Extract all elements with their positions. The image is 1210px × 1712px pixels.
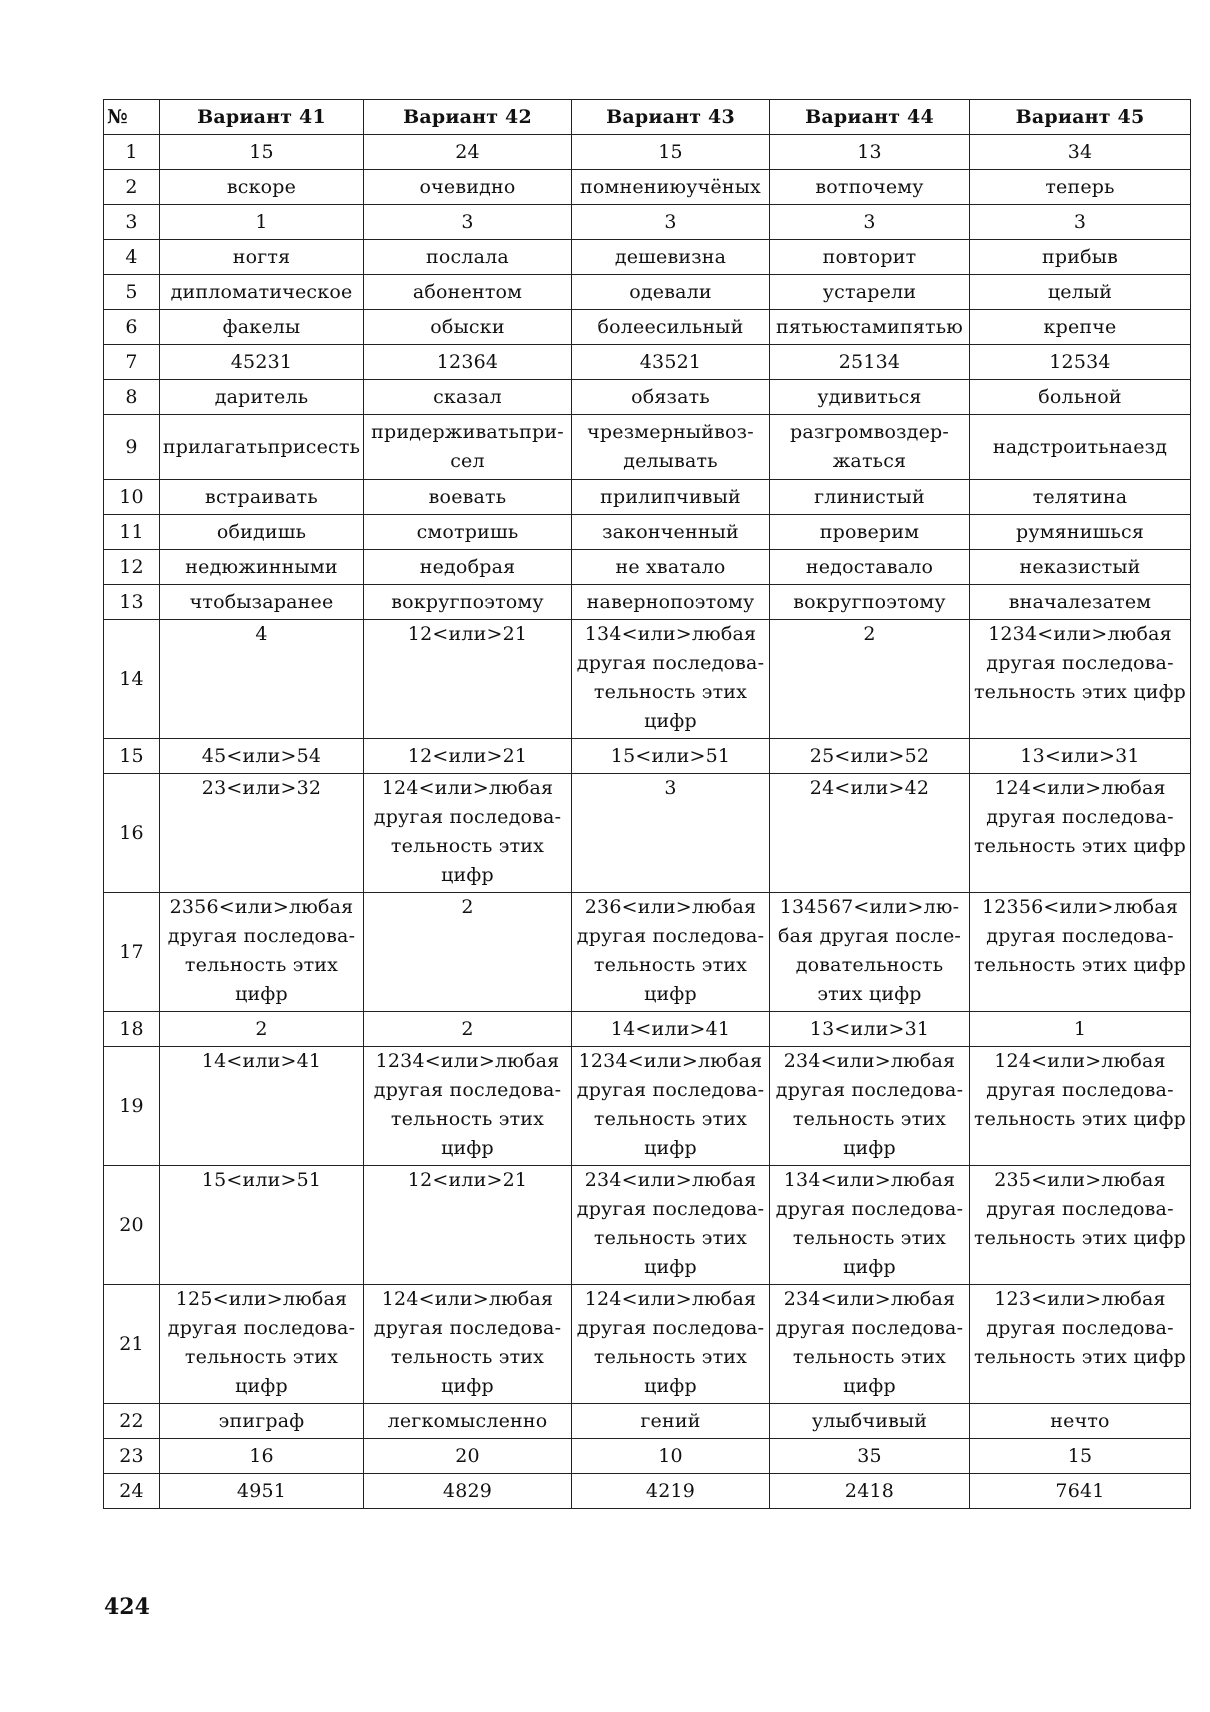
table-row (104, 550, 1191, 585)
answer-cell-variant-45: 15 (970, 1439, 1191, 1474)
row-number: 14 (104, 620, 160, 739)
answer-cell-variant-45: 12356<или>любая другая последова-тельность этих цифр (970, 893, 1191, 1012)
answer-cell-variant-44: разгромвоздер-жаться (770, 415, 970, 480)
answer-cell-variant-42: 124<или>любая другая последова-тельность этих цифр (364, 1285, 572, 1404)
answer-cell-variant-44: 234<или>любая другая последова-тельность этих цифр (770, 1047, 970, 1166)
column-header-number: № (104, 100, 160, 135)
answer-cell-variant-45: 124<или>любая другая последова-тельность этих цифр (970, 774, 1191, 893)
answer-cell-variant-42: 3 (364, 205, 572, 240)
answer-cell-variant-42: 4829 (364, 1474, 572, 1509)
row-number: 24 (104, 1474, 160, 1509)
answer-cell-variant-41: 4 (160, 620, 364, 739)
answer-table (103, 99, 1191, 1509)
answer-cell-variant-45: 1234<или>любая другая последова-тельность этих цифр (970, 620, 1191, 739)
answer-cell-variant-41: 15 (160, 135, 364, 170)
answer-cell-variant-45: 235<или>любая другая последова-тельность этих цифр (970, 1166, 1191, 1285)
answer-cell-variant-45: вначалезатем (970, 585, 1191, 620)
table-row (104, 345, 1191, 380)
answer-cell-variant-42: недобрая (364, 550, 572, 585)
row-number: 15 (104, 739, 160, 774)
answer-cell-variant-43: 43521 (572, 345, 770, 380)
table-row (104, 1474, 1191, 1509)
answer-cell-variant-42: вокругпоэтому (364, 585, 572, 620)
row-number: 11 (104, 515, 160, 550)
answer-cell-variant-44: 2418 (770, 1474, 970, 1509)
answer-cell-variant-41: 2356<или>любая другая последова-тельность этих цифр (160, 893, 364, 1012)
row-number: 4 (104, 240, 160, 275)
answer-cell-variant-45: 12534 (970, 345, 1191, 380)
answer-cell-variant-41: 15<или>51 (160, 1166, 364, 1285)
table-row (104, 1439, 1191, 1474)
answer-cell-variant-44: пятьюстамипятью (770, 310, 970, 345)
answer-cell-variant-42: 2 (364, 893, 572, 1012)
table-row (104, 585, 1191, 620)
answer-cell-variant-42: 20 (364, 1439, 572, 1474)
answer-cell-variant-42: сказал (364, 380, 572, 415)
answer-cell-variant-41: 4951 (160, 1474, 364, 1509)
table-row (104, 515, 1191, 550)
column-header-variant-42: Вариант 42 (364, 100, 572, 135)
answer-cell-variant-44: 3 (770, 205, 970, 240)
table-row (104, 1047, 1191, 1166)
answer-cell-variant-43: одевали (572, 275, 770, 310)
row-number: 16 (104, 774, 160, 893)
row-number: 23 (104, 1439, 160, 1474)
row-number: 12 (104, 550, 160, 585)
answer-cell-variant-43: 14<или>41 (572, 1012, 770, 1047)
answer-cell-variant-44: 13<или>31 (770, 1012, 970, 1047)
table-row (104, 739, 1191, 774)
answer-cell-variant-44: устарели (770, 275, 970, 310)
column-header-variant-43: Вариант 43 (572, 100, 770, 135)
answer-cell-variant-43: чрезмерныйвоз-делывать (572, 415, 770, 480)
table-row (104, 480, 1191, 515)
row-number: 19 (104, 1047, 160, 1166)
table-row (104, 205, 1191, 240)
row-number: 13 (104, 585, 160, 620)
answer-cell-variant-41: прилагатьприсесть (160, 415, 364, 480)
answer-cell-variant-43: законченный (572, 515, 770, 550)
answer-cell-variant-44: 2 (770, 620, 970, 739)
answer-cell-variant-44: недоставало (770, 550, 970, 585)
answer-cell-variant-43: 1234<или>любая другая последова-тельность этих цифр (572, 1047, 770, 1166)
row-number: 1 (104, 135, 160, 170)
column-header-variant-45: Вариант 45 (970, 100, 1191, 135)
answer-cell-variant-44: 25<или>52 (770, 739, 970, 774)
table-row (104, 135, 1191, 170)
answer-cell-variant-42: 24 (364, 135, 572, 170)
answer-cell-variant-42: обыски (364, 310, 572, 345)
answer-cell-variant-44: улыбчивый (770, 1404, 970, 1439)
answer-cell-variant-43: прилипчивый (572, 480, 770, 515)
answer-cell-variant-43: болеесильный (572, 310, 770, 345)
answer-cell-variant-44: глинистый (770, 480, 970, 515)
answer-cell-variant-42: 1234<или>любая другая последова-тельность этих цифр (364, 1047, 572, 1166)
row-number: 2 (104, 170, 160, 205)
answer-cell-variant-41: недюжинными (160, 550, 364, 585)
answer-cell-variant-44: 13 (770, 135, 970, 170)
answer-cell-variant-42: 12<или>21 (364, 739, 572, 774)
answer-cell-variant-43: не хватало (572, 550, 770, 585)
row-number: 17 (104, 893, 160, 1012)
row-number: 6 (104, 310, 160, 345)
answer-cell-variant-45: 123<или>любая другая последова-тельность этих цифр (970, 1285, 1191, 1404)
answer-cell-variant-44: удивиться (770, 380, 970, 415)
table-body (104, 135, 1191, 1509)
answer-cell-variant-41: обидишь (160, 515, 364, 550)
page-number: 424 (104, 1594, 150, 1620)
answer-cell-variant-42: 12<или>21 (364, 620, 572, 739)
answer-cell-variant-43: 3 (572, 205, 770, 240)
answer-cell-variant-42: легкомысленно (364, 1404, 572, 1439)
answer-cell-variant-43: обязать (572, 380, 770, 415)
column-header-variant-44: Вариант 44 (770, 100, 970, 135)
row-number: 7 (104, 345, 160, 380)
row-number: 9 (104, 415, 160, 480)
answer-cell-variant-44: 134<или>любая другая последова-тельность этих цифр (770, 1166, 970, 1285)
row-number: 10 (104, 480, 160, 515)
answer-cell-variant-42: воевать (364, 480, 572, 515)
answer-cell-variant-43: гений (572, 1404, 770, 1439)
table-row (104, 1404, 1191, 1439)
answer-cell-variant-41: 45<или>54 (160, 739, 364, 774)
answer-cell-variant-44: 25134 (770, 345, 970, 380)
answer-cell-variant-45: теперь (970, 170, 1191, 205)
answer-cell-variant-43: 15 (572, 135, 770, 170)
row-number: 5 (104, 275, 160, 310)
answer-cell-variant-43: 124<или>любая другая последова-тельность этих цифр (572, 1285, 770, 1404)
answer-cell-variant-43: навернопоэтому (572, 585, 770, 620)
answer-cell-variant-43: 10 (572, 1439, 770, 1474)
answer-cell-variant-43: дешевизна (572, 240, 770, 275)
answer-cell-variant-41: факелы (160, 310, 364, 345)
answer-cell-variant-45: крепче (970, 310, 1191, 345)
answer-cell-variant-45: больной (970, 380, 1191, 415)
table-row (104, 1012, 1191, 1047)
answer-cell-variant-41: 23<или>32 (160, 774, 364, 893)
answer-cell-variant-41: эпиграф (160, 1404, 364, 1439)
answer-cell-variant-41: 1 (160, 205, 364, 240)
answer-cell-variant-43: помнениюучёных (572, 170, 770, 205)
answer-cell-variant-45: 34 (970, 135, 1191, 170)
column-header-variant-41: Вариант 41 (160, 100, 364, 135)
answer-cell-variant-44: 24<или>42 (770, 774, 970, 893)
table-row (104, 893, 1191, 1012)
answer-cell-variant-43: 15<или>51 (572, 739, 770, 774)
answer-cell-variant-41: ногтя (160, 240, 364, 275)
answer-cell-variant-45: 7641 (970, 1474, 1191, 1509)
answer-cell-variant-41: 14<или>41 (160, 1047, 364, 1166)
table-row (104, 240, 1191, 275)
row-number: 8 (104, 380, 160, 415)
table-row (104, 620, 1191, 739)
answer-cell-variant-43: 4219 (572, 1474, 770, 1509)
answer-cell-variant-41: вскоре (160, 170, 364, 205)
answer-cell-variant-45: целый (970, 275, 1191, 310)
row-number: 21 (104, 1285, 160, 1404)
table-row (104, 310, 1191, 345)
answer-cell-variant-45: 3 (970, 205, 1191, 240)
table-row (104, 170, 1191, 205)
answer-cell-variant-42: очевидно (364, 170, 572, 205)
answer-cell-variant-44: вокругпоэтому (770, 585, 970, 620)
table-row (104, 415, 1191, 480)
answer-cell-variant-41: 125<или>любая другая последова-тельность этих цифр (160, 1285, 364, 1404)
answer-cell-variant-44: 134567<или>лю-бая другая после-довательность этих цифр (770, 893, 970, 1012)
answer-cell-variant-45: румянишься (970, 515, 1191, 550)
answer-cell-variant-42: придерживатьпри-сел (364, 415, 572, 480)
answer-cell-variant-41: встраивать (160, 480, 364, 515)
answer-cell-variant-43: 3 (572, 774, 770, 893)
answer-cell-variant-41: 16 (160, 1439, 364, 1474)
answer-cell-variant-44: повторит (770, 240, 970, 275)
answer-cell-variant-45: неказистый (970, 550, 1191, 585)
answer-cell-variant-45: нечто (970, 1404, 1191, 1439)
table-row (104, 1285, 1191, 1404)
answer-cell-variant-41: 2 (160, 1012, 364, 1047)
header-row (104, 100, 1191, 135)
answer-cell-variant-44: вотпочему (770, 170, 970, 205)
answer-cell-variant-41: 45231 (160, 345, 364, 380)
row-number: 3 (104, 205, 160, 240)
answer-cell-variant-45: надстроитьнаезд (970, 415, 1191, 480)
answer-cell-variant-45: телятина (970, 480, 1191, 515)
answer-cell-variant-41: даритель (160, 380, 364, 415)
row-number: 22 (104, 1404, 160, 1439)
answer-cell-variant-42: абонентом (364, 275, 572, 310)
answer-cell-variant-44: проверим (770, 515, 970, 550)
row-number: 18 (104, 1012, 160, 1047)
answer-cell-variant-45: 1 (970, 1012, 1191, 1047)
answer-cell-variant-44: 234<или>любая другая последова-тельность этих цифр (770, 1285, 970, 1404)
table-row (104, 275, 1191, 310)
answer-cell-variant-42: послала (364, 240, 572, 275)
answer-cell-variant-41: дипломатическое (160, 275, 364, 310)
table-row (104, 774, 1191, 893)
answer-cell-variant-45: прибыв (970, 240, 1191, 275)
answer-cell-variant-41: чтобызаранее (160, 585, 364, 620)
answer-cell-variant-43: 134<или>любая другая последова-тельность этих цифр (572, 620, 770, 739)
row-number: 20 (104, 1166, 160, 1285)
answer-cell-variant-45: 124<или>любая другая последова-тельность этих цифр (970, 1047, 1191, 1166)
answer-cell-variant-42: 124<или>любая другая последова-тельность этих цифр (364, 774, 572, 893)
table-row (104, 1166, 1191, 1285)
answer-cell-variant-42: 12<или>21 (364, 1166, 572, 1285)
answer-cell-variant-44: 35 (770, 1439, 970, 1474)
answer-cell-variant-45: 13<или>31 (970, 739, 1191, 774)
answer-cell-variant-43: 236<или>любая другая последова-тельность этих цифр (572, 893, 770, 1012)
answer-cell-variant-43: 234<или>любая другая последова-тельность этих цифр (572, 1166, 770, 1285)
answer-cell-variant-42: смотришь (364, 515, 572, 550)
table-row (104, 380, 1191, 415)
answer-cell-variant-42: 12364 (364, 345, 572, 380)
answer-cell-variant-42: 2 (364, 1012, 572, 1047)
